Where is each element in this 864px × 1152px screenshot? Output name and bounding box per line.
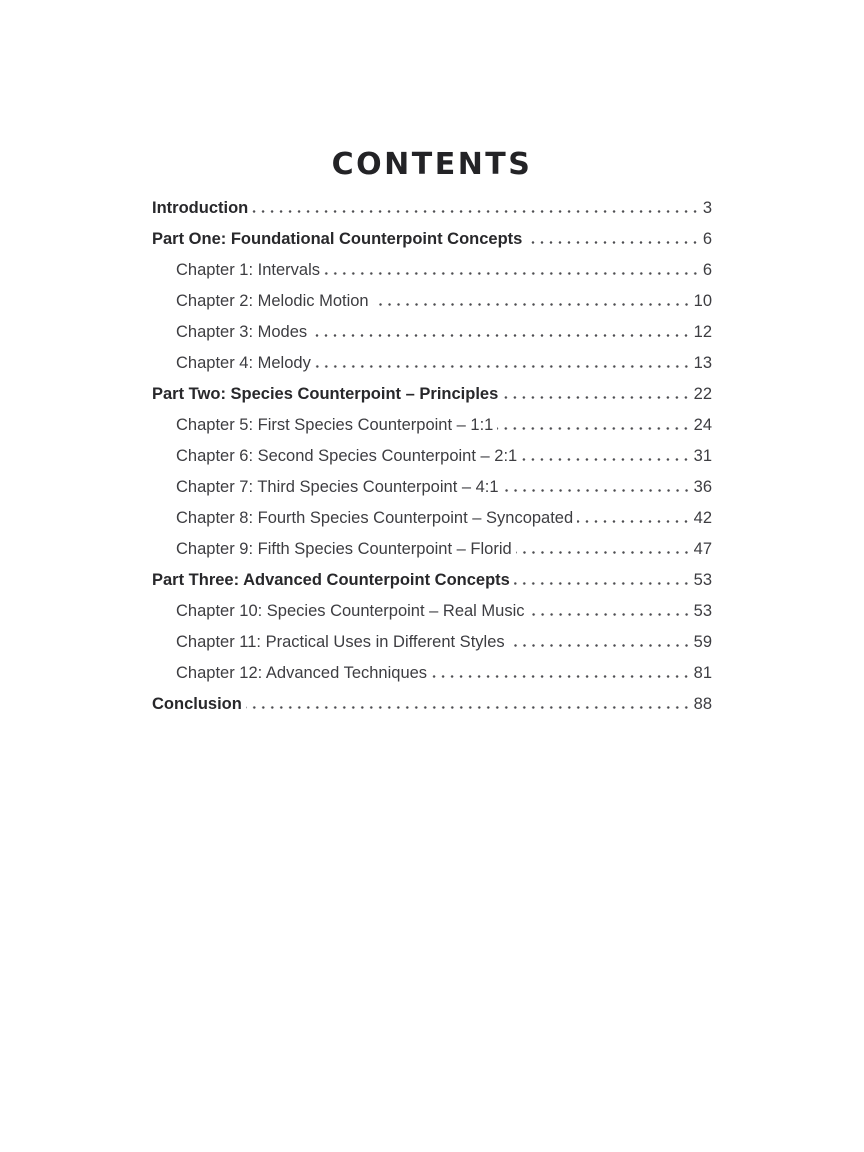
dot-leader: [252, 210, 700, 213]
dot-leader: [502, 396, 690, 399]
toc-entry-label: Chapter 7: Third Species Counterpoint – 4:1: [176, 478, 499, 496]
toc-entry-label: Chapter 3: Modes: [176, 323, 308, 341]
toc-entry: [152, 503, 712, 534]
page-title: CONTENTS: [331, 147, 533, 182]
toc-entry: [152, 565, 712, 596]
toc-entry-label: Chapter 12: Advanced Techniques: [176, 664, 428, 682]
toc-entry: [152, 193, 712, 224]
dot-leader: [577, 520, 690, 523]
dot-leader: [311, 334, 690, 337]
toc-entry-label: Chapter 4: Melody: [176, 354, 311, 372]
toc-entry-page: 53: [693, 571, 712, 589]
toc-entry: [152, 689, 712, 720]
dot-leader: [373, 303, 691, 306]
toc-entry-page: 59: [693, 633, 712, 651]
dot-leader: [526, 241, 699, 244]
toc-entry: [152, 658, 712, 689]
toc-entry-label: Chapter 6: Second Species Counterpoint – 2:1: [176, 447, 518, 465]
dot-leader: [315, 365, 691, 368]
toc-entry-page: 88: [693, 695, 712, 713]
toc-entry-page: 31: [693, 447, 712, 465]
toc-entry-label: Chapter 5: First Species Counterpoint – 1:1: [176, 416, 494, 434]
toc-entry-page: 47: [693, 540, 712, 558]
toc-entry-page: 36: [693, 478, 712, 496]
toc-entry: [152, 255, 712, 286]
dot-leader: [529, 613, 691, 616]
toc-entry: [152, 286, 712, 317]
toc-entry-label: Introduction: [152, 199, 249, 217]
toc-entry: [152, 534, 712, 565]
toc-entry-page: 24: [693, 416, 712, 434]
toc-list: [152, 193, 712, 720]
toc-entry: [152, 379, 712, 410]
toc-entry-page: 22: [693, 385, 712, 403]
toc-entry-page: 81: [693, 664, 712, 682]
dot-leader: [503, 489, 691, 492]
toc-entry-page: 53: [693, 602, 712, 620]
toc-entry-page: 13: [693, 354, 712, 372]
toc-entry: [152, 596, 712, 627]
toc-entry-label: Conclusion: [152, 695, 242, 713]
dot-leader: [521, 458, 690, 461]
dot-leader: [324, 272, 700, 275]
toc-entry-label: Chapter 2: Melodic Motion: [176, 292, 369, 310]
dot-leader: [246, 706, 691, 709]
toc-entry-label: Part One: Foundational Counterpoint Concepts: [152, 230, 523, 248]
dot-leader: [431, 675, 691, 678]
dot-leader: [516, 551, 691, 554]
toc-entry-page: 10: [693, 292, 712, 310]
dot-leader: [509, 644, 691, 647]
toc-entry-label: Chapter 9: Fifth Species Counterpoint – Florid: [176, 540, 512, 558]
toc-entry-label: Part Two: Species Counterpoint – Principles: [152, 385, 499, 403]
toc-entry: [152, 224, 712, 255]
toc-entry: [152, 627, 712, 658]
toc-entry-page: 3: [702, 199, 712, 217]
toc-entry: [152, 317, 712, 348]
toc-entry-label: Part Three: Advanced Counterpoint Concepts: [152, 571, 510, 589]
toc-entry-page: 6: [702, 230, 712, 248]
toc-entry: [152, 472, 712, 503]
toc-entry-label: Chapter 8: Fourth Species Counterpoint – Syncopated: [176, 509, 574, 527]
toc-entry: [152, 441, 712, 472]
toc-entry: [152, 348, 712, 379]
dot-leader: [514, 582, 691, 585]
toc-entry-page: 42: [693, 509, 712, 527]
toc-entry: [152, 410, 712, 441]
dot-leader: [497, 427, 690, 430]
toc-entry-page: 6: [702, 261, 712, 279]
toc-entry-label: Chapter 1: Intervals: [176, 261, 320, 279]
toc-entry-page: 12: [693, 323, 712, 341]
toc-entry-label: Chapter 11: Practical Uses in Different Styles: [176, 633, 505, 651]
toc-entry-label: Chapter 10: Species Counterpoint – Real Music: [176, 602, 525, 620]
